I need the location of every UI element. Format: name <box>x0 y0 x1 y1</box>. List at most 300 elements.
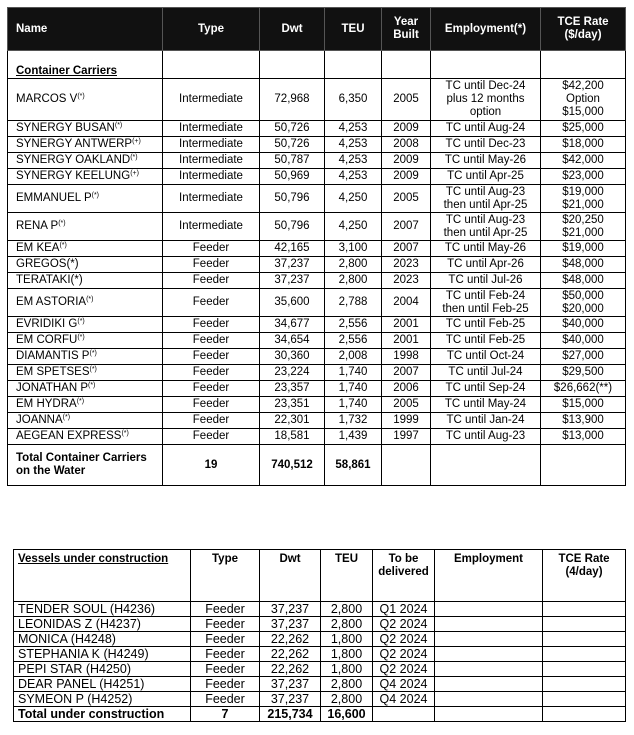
vessel-year-built: 2023 <box>382 273 431 289</box>
container-fleet-table <box>7 7 626 486</box>
vessel-name-text: EM KEA <box>16 242 60 254</box>
vessel-tce-rate <box>541 213 626 241</box>
rate-line: $40,000 <box>562 334 604 346</box>
total-dwt: 215,734 <box>260 707 321 722</box>
newbuild-type: Feeder <box>191 692 260 707</box>
vessel-tce-rate <box>541 349 626 365</box>
vessel-type: Intermediate <box>163 153 260 169</box>
vessel-name-text: SYNERGY ANTWERP <box>16 138 133 150</box>
employment-line: TC until Jan-24 <box>446 414 525 426</box>
vessel-teu: 1,439 <box>325 429 382 445</box>
header-dwt: Dwt <box>260 550 321 602</box>
vessel-name <box>8 397 163 413</box>
newbuild-teu: 2,800 <box>321 677 373 692</box>
vessel-teu: 3,100 <box>325 241 382 257</box>
vessel-employment <box>431 397 541 413</box>
fleet-header-row <box>8 8 626 51</box>
total-vessel-count: 19 <box>163 445 260 486</box>
footnote-mark: (*) <box>62 414 71 421</box>
rate-line: $26,662(**) <box>553 382 613 394</box>
footnote-mark: (*) <box>130 154 138 161</box>
vessel-teu: 2,556 <box>325 333 382 349</box>
newbuild-employment <box>435 647 543 662</box>
newbuild-teu: 1,800 <box>321 632 373 647</box>
vessel-employment <box>431 365 541 381</box>
vessel-type: Feeder <box>163 317 260 333</box>
vessel-type: Feeder <box>163 349 260 365</box>
footnote-mark: (*) <box>89 350 97 357</box>
vessel-year-built: 2005 <box>382 185 431 213</box>
newbuild-employment <box>435 617 543 632</box>
vessel-year-built: 1997 <box>382 429 431 445</box>
vessel-teu: 4,253 <box>325 169 382 185</box>
header-name: Name <box>8 8 163 51</box>
vessel-name <box>8 333 163 349</box>
header-teu: TEU <box>321 550 373 602</box>
employment-line: option <box>469 106 502 118</box>
header-employment: Employment(*) <box>431 8 541 51</box>
total-empty <box>541 445 626 486</box>
vessel-employment <box>431 413 541 429</box>
vessel-type: Feeder <box>163 429 260 445</box>
vessel-name <box>8 257 163 273</box>
newbuild-employment <box>435 662 543 677</box>
newbuild-type: Feeder <box>191 632 260 647</box>
employment-line: TC until Aug-23 <box>445 430 526 442</box>
footnote-mark: (*) <box>76 398 85 405</box>
footnote-mark: (*) <box>86 296 94 303</box>
vessel-name <box>8 413 163 429</box>
employment-line: TC until Feb-25 <box>445 334 526 346</box>
rate-line: $27,000 <box>562 350 604 362</box>
vessel-row <box>8 241 626 257</box>
vessel-name <box>8 213 163 241</box>
newbuild-name: PEPI STAR (H4250) <box>14 662 191 677</box>
vessel-name-text: GREGOS(*) <box>16 258 79 270</box>
vessel-dwt: 30,360 <box>260 349 325 365</box>
total-vessel-count: 7 <box>191 707 260 722</box>
footnote-mark: (*) <box>88 382 96 389</box>
vessel-row <box>8 79 626 121</box>
vessel-row <box>8 213 626 241</box>
vessel-name <box>8 137 163 153</box>
footnote-mark: (*) <box>121 430 129 437</box>
rate-line: $20,250 <box>562 213 604 226</box>
vessel-employment <box>431 121 541 137</box>
vessel-row <box>8 153 626 169</box>
vessel-name <box>8 153 163 169</box>
vessel-teu: 4,250 <box>325 213 382 241</box>
construction-header-row <box>14 550 626 602</box>
vessel-type: Intermediate <box>163 137 260 153</box>
vessel-row <box>8 349 626 365</box>
rate-line: $21,000 <box>562 198 604 211</box>
newbuild-dwt: 22,262 <box>260 632 321 647</box>
newbuild-employment <box>435 602 543 617</box>
vessel-name-text: TERATAKI(*) <box>16 274 83 286</box>
header-vessels-under-construction: Vessels under construction <box>14 550 191 602</box>
vessel-name-text: JONATHAN P <box>16 382 88 394</box>
total-empty <box>543 707 626 722</box>
rate-line: $25,000 <box>562 122 604 134</box>
vessel-type: Feeder <box>163 241 260 257</box>
newbuild-delivery: Q2 2024 <box>373 647 435 662</box>
vessel-type: Intermediate <box>163 185 260 213</box>
vessel-name-text: EM ASTORIA <box>16 296 87 308</box>
vessel-tce-rate <box>541 273 626 289</box>
vessel-year-built: 2009 <box>382 121 431 137</box>
newbuild-delivery: Q2 2024 <box>373 662 435 677</box>
footnote-mark: (*) <box>59 242 67 249</box>
section-row <box>8 51 626 79</box>
employment-line: TC until Apr-25 <box>447 170 524 182</box>
vessel-year-built: 2005 <box>382 79 431 121</box>
vessel-tce-rate <box>541 289 626 317</box>
vessel-year-built: 2023 <box>382 257 431 273</box>
vessel-name-text: JOANNA <box>16 414 63 426</box>
vessel-tce-rate <box>541 153 626 169</box>
vessel-name <box>8 79 163 121</box>
vessel-type: Feeder <box>163 273 260 289</box>
vessel-teu: 2,800 <box>325 273 382 289</box>
employment-line: plus 12 months <box>446 93 525 105</box>
employment-line: TC until Sep-24 <box>445 382 526 394</box>
employment-line: TC until Apr-26 <box>447 258 524 270</box>
vessel-type: Intermediate <box>163 121 260 137</box>
vessel-name <box>8 241 163 257</box>
newbuild-delivery: Q2 2024 <box>373 632 435 647</box>
rate-line: $21,000 <box>562 226 604 239</box>
vessel-employment <box>431 273 541 289</box>
vessel-name-text: EMMANUEL P <box>16 192 92 204</box>
vessel-row <box>8 289 626 317</box>
footnote-mark: (*) <box>114 122 123 129</box>
vessel-dwt: 23,224 <box>260 365 325 381</box>
vessel-employment <box>431 381 541 397</box>
vessel-type: Feeder <box>163 397 260 413</box>
vessel-employment <box>431 137 541 153</box>
vessel-employment <box>431 79 541 121</box>
vessel-name-text: MARCOS V <box>16 93 78 105</box>
vessel-teu: 1,740 <box>325 397 382 413</box>
employment-line: TC until May-24 <box>444 398 527 410</box>
footnote-mark: (+) <box>130 170 139 177</box>
vessel-type: Feeder <box>163 257 260 273</box>
vessel-name-text: RENA P <box>16 220 59 232</box>
newbuild-dwt: 37,237 <box>260 602 321 617</box>
vessel-name <box>8 317 163 333</box>
rate-line: $15,000 <box>562 106 604 118</box>
vessel-teu: 1,740 <box>325 381 382 397</box>
vessel-teu: 6,350 <box>325 79 382 121</box>
employment-line: TC until May-26 <box>444 242 527 254</box>
rate-line: $13,000 <box>562 430 604 442</box>
vessel-employment <box>431 429 541 445</box>
vessel-type: Intermediate <box>163 213 260 241</box>
header-dwt: Dwt <box>260 8 325 51</box>
rate-line: $15,000 <box>562 398 604 410</box>
vessel-teu: 4,253 <box>325 153 382 169</box>
footnote-mark: (*) <box>77 93 85 100</box>
newbuild-tce-rate <box>543 692 626 707</box>
vessel-type: Feeder <box>163 365 260 381</box>
employment-line: then until Apr-25 <box>443 226 528 239</box>
vessel-row <box>8 257 626 273</box>
newbuild-employment <box>435 632 543 647</box>
newbuild-teu: 1,800 <box>321 647 373 662</box>
vessel-name <box>8 381 163 397</box>
newbuild-type: Feeder <box>191 617 260 632</box>
rate-line: $29,500 <box>562 366 604 378</box>
newbuild-dwt: 37,237 <box>260 617 321 632</box>
newbuild-employment <box>435 677 543 692</box>
rate-line: $48,000 <box>562 274 604 286</box>
vessel-tce-rate <box>541 169 626 185</box>
rate-line: $48,000 <box>562 258 604 270</box>
newbuild-name: DEAR PANEL (H4251) <box>14 677 191 692</box>
vessel-dwt: 50,787 <box>260 153 325 169</box>
vessel-dwt: 50,726 <box>260 121 325 137</box>
vessel-year-built: 2005 <box>382 397 431 413</box>
vessel-name-text: DIAMANTIS P <box>16 350 90 362</box>
vessel-year-built: 2006 <box>382 381 431 397</box>
vessel-dwt: 23,351 <box>260 397 325 413</box>
employment-line: TC until May-26 <box>444 154 527 166</box>
vessel-type: Intermediate <box>163 79 260 121</box>
vessel-name-text: SYNERGY OAKLAND <box>16 154 131 166</box>
vessel-name <box>8 121 163 137</box>
vessel-year-built: 2007 <box>382 365 431 381</box>
footnote-mark: (*) <box>91 192 100 199</box>
rate-line: $19,000 <box>562 185 604 198</box>
vessel-year-built: 2001 <box>382 333 431 349</box>
employment-line: then until Feb-25 <box>442 302 529 315</box>
vessel-name <box>8 185 163 213</box>
vessel-teu: 2,008 <box>325 349 382 365</box>
rate-line: $40,000 <box>562 318 604 330</box>
footnote-mark: (*) <box>89 366 97 373</box>
newbuild-row <box>14 692 626 707</box>
vessel-type: Feeder <box>163 333 260 349</box>
vessel-employment <box>431 257 541 273</box>
vessel-dwt: 50,796 <box>260 213 325 241</box>
vessel-name <box>8 429 163 445</box>
vessel-dwt: 34,677 <box>260 317 325 333</box>
newbuild-name: STEPHANIA K (H4249) <box>14 647 191 662</box>
footnote-mark: (+) <box>132 138 141 145</box>
vessel-dwt: 34,654 <box>260 333 325 349</box>
employment-line: TC until Jul-26 <box>448 274 523 286</box>
vessel-employment <box>431 349 541 365</box>
total-teu: 58,861 <box>325 445 382 486</box>
newbuild-name: MONICA (H4248) <box>14 632 191 647</box>
vessel-name <box>8 273 163 289</box>
vessel-name-text: EM CORFU <box>16 334 78 346</box>
newbuild-tce-rate <box>543 632 626 647</box>
vessel-name <box>8 349 163 365</box>
vessel-dwt: 50,726 <box>260 137 325 153</box>
vessel-name <box>8 289 163 317</box>
newbuild-teu: 2,800 <box>321 692 373 707</box>
vessel-teu: 2,800 <box>325 257 382 273</box>
newbuild-tce-rate <box>543 662 626 677</box>
employment-line: TC until Aug-24 <box>445 122 526 134</box>
newbuild-delivery: Q4 2024 <box>373 677 435 692</box>
header-teu: TEU <box>325 8 382 51</box>
vessel-name-text: EM HYDRA <box>16 398 77 410</box>
newbuild-teu: 2,800 <box>321 602 373 617</box>
vessel-employment <box>431 333 541 349</box>
vessel-type: Feeder <box>163 381 260 397</box>
vessel-name-text: EVRIDIKI G <box>16 318 78 330</box>
rate-line: $42,000 <box>562 154 604 166</box>
vessel-year-built: 2007 <box>382 241 431 257</box>
total-label: Total Container Carriers on the Water <box>8 445 163 486</box>
vessel-row <box>8 273 626 289</box>
rate-line: Option <box>566 93 600 105</box>
vessel-row <box>8 429 626 445</box>
employment-line: then until Apr-25 <box>443 198 528 211</box>
vessel-type: Intermediate <box>163 169 260 185</box>
employment-line: TC until Oct-24 <box>446 350 525 362</box>
vessel-year-built: 2007 <box>382 213 431 241</box>
newbuild-type: Feeder <box>191 677 260 692</box>
vessel-row <box>8 185 626 213</box>
newbuild-type: Feeder <box>191 602 260 617</box>
vessel-employment <box>431 289 541 317</box>
newbuild-row <box>14 662 626 677</box>
header-tce-rate: TCE Rate ($/day) <box>541 8 626 51</box>
vessel-dwt: 35,600 <box>260 289 325 317</box>
vessel-employment <box>431 213 541 241</box>
vessel-tce-rate <box>541 241 626 257</box>
newbuild-name: TENDER SOUL (H4236) <box>14 602 191 617</box>
header-type: Type <box>163 8 260 51</box>
newbuild-name: LEONIDAS Z (H4237) <box>14 617 191 632</box>
vessel-teu: 4,250 <box>325 185 382 213</box>
header-type: Type <box>191 550 260 602</box>
vessel-name-text: AEGEAN EXPRESS <box>16 430 122 442</box>
newbuild-delivery: Q2 2024 <box>373 617 435 632</box>
newbuild-row <box>14 647 626 662</box>
rate-line: $19,000 <box>562 242 604 254</box>
newbuild-name: SYMEON P (H4252) <box>14 692 191 707</box>
vessel-dwt: 50,796 <box>260 185 325 213</box>
newbuild-tce-rate <box>543 617 626 632</box>
vessel-row <box>8 333 626 349</box>
section-label: Container Carriers <box>16 65 117 77</box>
vessel-row <box>8 365 626 381</box>
vessel-tce-rate <box>541 397 626 413</box>
vessel-name <box>8 365 163 381</box>
vessel-dwt: 72,968 <box>260 79 325 121</box>
vessel-tce-rate <box>541 137 626 153</box>
rate-line: $42,200 <box>562 80 604 92</box>
vessel-tce-rate <box>541 365 626 381</box>
vessel-row <box>8 413 626 429</box>
newbuild-employment <box>435 692 543 707</box>
vessel-teu: 1,732 <box>325 413 382 429</box>
rate-line: $18,000 <box>562 138 604 150</box>
vessel-employment <box>431 185 541 213</box>
rate-line: $20,000 <box>562 302 604 315</box>
vessel-tce-rate <box>541 79 626 121</box>
vessel-teu: 2,788 <box>325 289 382 317</box>
vessel-tce-rate <box>541 317 626 333</box>
employment-line: TC until Jul-24 <box>448 366 523 378</box>
vessel-year-built: 1998 <box>382 349 431 365</box>
vessel-year-built: 2009 <box>382 169 431 185</box>
vessel-tce-rate <box>541 185 626 213</box>
newbuild-tce-rate <box>543 647 626 662</box>
employment-line: TC until Dec-23 <box>445 138 526 150</box>
construction-table <box>13 549 626 722</box>
header-year-built: Year Built <box>382 8 431 51</box>
vessel-type: Feeder <box>163 413 260 429</box>
vessel-dwt: 37,237 <box>260 257 325 273</box>
vessel-employment <box>431 169 541 185</box>
total-teu: 16,600 <box>321 707 373 722</box>
construction-total-row <box>14 707 626 722</box>
vessel-row <box>8 317 626 333</box>
vessel-row <box>8 381 626 397</box>
vessel-year-built: 2009 <box>382 153 431 169</box>
employment-line: TC until Feb-25 <box>445 318 526 330</box>
vessel-type: Feeder <box>163 289 260 317</box>
header-employment: Employment <box>435 550 543 602</box>
vessel-teu: 1,740 <box>325 365 382 381</box>
employment-line: TC until Feb-24 <box>445 289 526 302</box>
header-tce-rate: TCE Rate (4/day) <box>543 550 626 602</box>
vessel-tce-rate <box>541 413 626 429</box>
newbuild-dwt: 22,262 <box>260 647 321 662</box>
vessel-teu: 4,253 <box>325 121 382 137</box>
vessel-dwt: 22,301 <box>260 413 325 429</box>
rate-line: $23,000 <box>562 170 604 182</box>
newbuild-type: Feeder <box>191 647 260 662</box>
vessel-year-built: 2004 <box>382 289 431 317</box>
employment-line: TC until Aug-23 <box>445 213 526 226</box>
newbuild-dwt: 22,262 <box>260 662 321 677</box>
newbuild-row <box>14 602 626 617</box>
vessel-dwt: 18,581 <box>260 429 325 445</box>
header-to-be-delivered: To be delivered <box>373 550 435 602</box>
newbuild-teu: 2,800 <box>321 617 373 632</box>
vessel-teu: 4,253 <box>325 137 382 153</box>
newbuild-type: Feeder <box>191 662 260 677</box>
total-empty <box>382 445 431 486</box>
newbuild-delivery: Q1 2024 <box>373 602 435 617</box>
vessel-year-built: 2008 <box>382 137 431 153</box>
vessel-name-text: SYNERGY KEELUNG <box>16 170 131 182</box>
newbuild-row <box>14 677 626 692</box>
vessel-row <box>8 397 626 413</box>
newbuild-teu: 1,800 <box>321 662 373 677</box>
fleet-total-row <box>8 445 626 486</box>
employment-line: TC until Aug-23 <box>445 185 526 198</box>
vessel-employment <box>431 317 541 333</box>
vessel-row <box>8 121 626 137</box>
vessel-tce-rate <box>541 121 626 137</box>
vessel-name-text: EM SPETSES <box>16 366 90 378</box>
rate-line: $50,000 <box>562 289 604 302</box>
vessel-year-built: 1999 <box>382 413 431 429</box>
vessel-row <box>8 137 626 153</box>
total-empty <box>435 707 543 722</box>
employment-line: TC until Dec-24 <box>445 80 526 92</box>
newbuild-dwt: 37,237 <box>260 677 321 692</box>
newbuild-row <box>14 632 626 647</box>
